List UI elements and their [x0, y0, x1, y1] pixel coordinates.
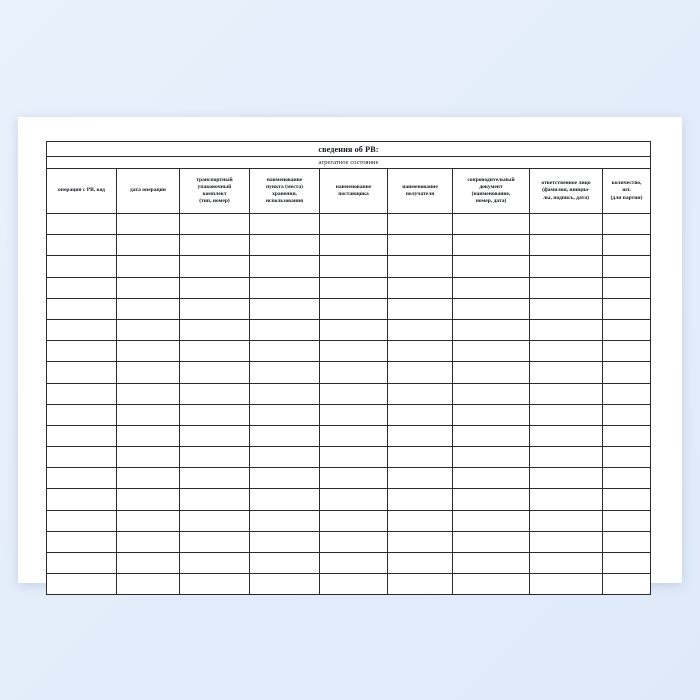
- table-cell[interactable]: [320, 425, 388, 446]
- table-row: [47, 553, 651, 574]
- table-cell[interactable]: [453, 362, 530, 383]
- table-cell[interactable]: [47, 489, 117, 510]
- table-cell[interactable]: [250, 404, 320, 425]
- table-cell[interactable]: [117, 447, 180, 468]
- table-cell[interactable]: [453, 468, 530, 489]
- column-header-line: наименование: [266, 176, 303, 183]
- table-cell[interactable]: [47, 298, 117, 319]
- form-area: [46, 141, 650, 556]
- table-cell[interactable]: [47, 341, 117, 362]
- table-cell[interactable]: [603, 256, 651, 277]
- table-cell[interactable]: [117, 362, 180, 383]
- table-row: [47, 298, 651, 319]
- table-cell[interactable]: [320, 298, 388, 319]
- table-cell[interactable]: [117, 468, 180, 489]
- table-cell[interactable]: [530, 256, 603, 277]
- column-header-line: (наименование,: [471, 191, 511, 197]
- column-header-line: пункта (места): [265, 183, 304, 190]
- table-cell[interactable]: [453, 574, 530, 595]
- table-cell[interactable]: [180, 235, 250, 256]
- table-cell[interactable]: [603, 468, 651, 489]
- table-row: [47, 277, 651, 298]
- table-cell[interactable]: [250, 531, 320, 552]
- table-cell[interactable]: [47, 404, 117, 425]
- table-cell[interactable]: [530, 214, 603, 235]
- paper-sheet: [18, 117, 682, 583]
- column-header-line: шт.: [622, 187, 631, 194]
- table-cell[interactable]: [320, 256, 388, 277]
- table-subtitle-row: [47, 157, 651, 169]
- column-header-8: [530, 169, 603, 214]
- table-cell[interactable]: [530, 468, 603, 489]
- table-cell[interactable]: [117, 298, 180, 319]
- column-header-line: операция с РВ, код: [58, 187, 105, 194]
- table-cell[interactable]: [180, 425, 250, 446]
- table-cell[interactable]: [47, 383, 117, 404]
- column-header-2: [117, 169, 180, 214]
- table-row: [47, 468, 651, 489]
- form-title: сведения об РВ:: [47, 142, 651, 157]
- table-row: [47, 531, 651, 552]
- table-cell[interactable]: [530, 383, 603, 404]
- table-cell[interactable]: [603, 383, 651, 404]
- table-cell[interactable]: [320, 468, 388, 489]
- table-cell[interactable]: [117, 425, 180, 446]
- table-cell[interactable]: [117, 277, 180, 298]
- table-cell[interactable]: [47, 447, 117, 468]
- table-cell[interactable]: [180, 468, 250, 489]
- table-cell[interactable]: [47, 214, 117, 235]
- table-cell[interactable]: [117, 510, 180, 531]
- column-header-line: поставщика: [338, 191, 369, 197]
- table-cell[interactable]: [453, 510, 530, 531]
- table-cell[interactable]: [117, 404, 180, 425]
- table-cell[interactable]: [250, 319, 320, 340]
- table-title-row: [47, 142, 651, 157]
- table-cell[interactable]: [250, 256, 320, 277]
- table-cell[interactable]: [530, 404, 603, 425]
- table-cell[interactable]: [47, 319, 117, 340]
- table-row: [47, 510, 651, 531]
- column-header-1: [47, 169, 117, 214]
- table-cell[interactable]: [388, 298, 453, 319]
- table-cell[interactable]: [117, 383, 180, 404]
- column-header-line: номер, дата): [475, 198, 507, 205]
- table-cell[interactable]: [603, 277, 651, 298]
- column-header-line: дата операции: [130, 187, 166, 194]
- table-cell[interactable]: [47, 553, 117, 574]
- table-cell[interactable]: [603, 404, 651, 425]
- column-header-line: документ: [479, 183, 503, 190]
- table-cell[interactable]: [117, 214, 180, 235]
- table-cell[interactable]: [47, 235, 117, 256]
- table-cell[interactable]: [530, 341, 603, 362]
- column-header-line: сопроводительный: [467, 176, 515, 183]
- table-cell[interactable]: [603, 553, 651, 574]
- table-cell[interactable]: [117, 235, 180, 256]
- table-cell[interactable]: [117, 319, 180, 340]
- table-cell[interactable]: [603, 362, 651, 383]
- table-cell[interactable]: [453, 531, 530, 552]
- table-row: [47, 489, 651, 510]
- table-cell[interactable]: [603, 341, 651, 362]
- table-cell[interactable]: [320, 341, 388, 362]
- table-cell[interactable]: [530, 489, 603, 510]
- table-cell[interactable]: [250, 425, 320, 446]
- table-row: [47, 447, 651, 468]
- table-cell[interactable]: [530, 425, 603, 446]
- table-cell[interactable]: [388, 447, 453, 468]
- table-cell[interactable]: [320, 319, 388, 340]
- table-cell[interactable]: [47, 574, 117, 595]
- column-header-line: (фамилия, инициа-: [542, 187, 590, 194]
- table-row: [47, 425, 651, 446]
- table-row: [47, 362, 651, 383]
- column-header-line: количество,: [611, 180, 642, 187]
- table-cell[interactable]: [320, 553, 388, 574]
- table-cell[interactable]: [603, 425, 651, 446]
- column-header-9: [603, 169, 651, 214]
- table-cell[interactable]: [250, 277, 320, 298]
- table-cell[interactable]: [47, 277, 117, 298]
- table-cell[interactable]: [180, 404, 250, 425]
- table-cell[interactable]: [320, 531, 388, 552]
- column-header-line: ответственное лицо: [541, 180, 591, 187]
- column-header-line: использования: [265, 198, 304, 205]
- table-cell[interactable]: [453, 277, 530, 298]
- column-header-line: (для партии): [610, 194, 643, 201]
- table-cell[interactable]: [250, 553, 320, 574]
- table-cell[interactable]: [117, 489, 180, 510]
- column-header-line: наименование: [402, 183, 438, 190]
- table-cell[interactable]: [320, 362, 388, 383]
- table-cell[interactable]: [388, 277, 453, 298]
- table-cell[interactable]: [117, 574, 180, 595]
- table-cell[interactable]: [388, 510, 453, 531]
- column-header-3: [180, 169, 250, 214]
- table-cell[interactable]: [453, 447, 530, 468]
- table-cell[interactable]: [180, 214, 250, 235]
- table-cell[interactable]: [603, 510, 651, 531]
- table-cell[interactable]: [388, 341, 453, 362]
- column-header-line: лы, подпись, дата): [543, 194, 589, 201]
- table-cell[interactable]: [320, 404, 388, 425]
- table-cell[interactable]: [320, 383, 388, 404]
- table-cell[interactable]: [453, 298, 530, 319]
- table-header-row: [47, 169, 651, 214]
- table-cell[interactable]: [180, 298, 250, 319]
- table-cell[interactable]: [47, 362, 117, 383]
- table-cell[interactable]: [250, 362, 320, 383]
- table-row: [47, 341, 651, 362]
- table-cell[interactable]: [603, 531, 651, 552]
- table-cell[interactable]: [117, 531, 180, 552]
- table-cell[interactable]: [250, 574, 320, 595]
- column-header-5: [320, 169, 388, 214]
- table-cell[interactable]: [453, 214, 530, 235]
- table-cell[interactable]: [530, 531, 603, 552]
- column-header-line: (тип, номер): [199, 198, 230, 205]
- table-cell[interactable]: [320, 277, 388, 298]
- table-cell[interactable]: [250, 468, 320, 489]
- table-cell[interactable]: [180, 256, 250, 277]
- table-row: [47, 404, 651, 425]
- table-cell[interactable]: [320, 510, 388, 531]
- table-cell[interactable]: [47, 531, 117, 552]
- table-cell[interactable]: [117, 256, 180, 277]
- table-cell[interactable]: [388, 574, 453, 595]
- table-cell[interactable]: [47, 425, 117, 446]
- table-cell[interactable]: [530, 510, 603, 531]
- table-cell[interactable]: [453, 425, 530, 446]
- table-cell[interactable]: [453, 256, 530, 277]
- table-cell[interactable]: [530, 235, 603, 256]
- table-cell[interactable]: [530, 277, 603, 298]
- table-cell[interactable]: [388, 404, 453, 425]
- form-subtitle: агрегатное состояние: [47, 157, 651, 169]
- table-row: [47, 214, 651, 235]
- table-cell[interactable]: [180, 553, 250, 574]
- table-cell[interactable]: [320, 447, 388, 468]
- table-cell[interactable]: [180, 531, 250, 552]
- table-cell[interactable]: [530, 319, 603, 340]
- column-header-line: хранения,: [272, 191, 297, 197]
- table-cell[interactable]: [453, 319, 530, 340]
- table-cell[interactable]: [388, 235, 453, 256]
- table-cell[interactable]: [388, 256, 453, 277]
- table-cell[interactable]: [603, 447, 651, 468]
- column-header-line: транспортный: [196, 176, 233, 183]
- table-cell[interactable]: [250, 383, 320, 404]
- table-cell[interactable]: [603, 574, 651, 595]
- table-cell[interactable]: [603, 319, 651, 340]
- table-cell[interactable]: [250, 214, 320, 235]
- table-cell[interactable]: [180, 319, 250, 340]
- table-cell[interactable]: [47, 510, 117, 531]
- table-cell[interactable]: [250, 235, 320, 256]
- table-cell[interactable]: [603, 298, 651, 319]
- table-cell[interactable]: [47, 468, 117, 489]
- table-row: [47, 319, 651, 340]
- table-cell[interactable]: [530, 298, 603, 319]
- table-cell[interactable]: [388, 214, 453, 235]
- table-row: [47, 383, 651, 404]
- table-cell[interactable]: [453, 489, 530, 510]
- table-cell[interactable]: [180, 489, 250, 510]
- column-header-line: комплект: [202, 191, 227, 197]
- column-header-7: [453, 169, 530, 214]
- table-row: [47, 256, 651, 277]
- table-cell[interactable]: [180, 277, 250, 298]
- table-cell[interactable]: [320, 214, 388, 235]
- table-row: [47, 574, 651, 595]
- table-cell[interactable]: [388, 489, 453, 510]
- table-cell[interactable]: [453, 404, 530, 425]
- table-cell[interactable]: [603, 489, 651, 510]
- table-cell[interactable]: [388, 362, 453, 383]
- table-cell[interactable]: [250, 510, 320, 531]
- table-cell[interactable]: [180, 383, 250, 404]
- table-cell[interactable]: [180, 574, 250, 595]
- table-cell[interactable]: [117, 341, 180, 362]
- table-cell[interactable]: [530, 447, 603, 468]
- table-cell[interactable]: [388, 553, 453, 574]
- table-cell[interactable]: [250, 489, 320, 510]
- table-cell[interactable]: [320, 235, 388, 256]
- table-cell[interactable]: [250, 447, 320, 468]
- table-cell[interactable]: [180, 510, 250, 531]
- table-cell[interactable]: [388, 425, 453, 446]
- table-cell[interactable]: [250, 341, 320, 362]
- column-header-line: получателя: [405, 191, 435, 197]
- table-cell[interactable]: [180, 341, 250, 362]
- table-cell[interactable]: [530, 553, 603, 574]
- table-cell[interactable]: [603, 214, 651, 235]
- table-cell[interactable]: [47, 256, 117, 277]
- column-header-line: упаковочный: [197, 183, 232, 190]
- table-cell[interactable]: [530, 574, 603, 595]
- table-cell[interactable]: [388, 531, 453, 552]
- table-cell[interactable]: [250, 298, 320, 319]
- column-header-6: [388, 169, 453, 214]
- table-cell[interactable]: [320, 489, 388, 510]
- table-cell[interactable]: [530, 362, 603, 383]
- table-cell[interactable]: [180, 362, 250, 383]
- table-cell[interactable]: [603, 235, 651, 256]
- table-cell[interactable]: [388, 468, 453, 489]
- table-cell[interactable]: [320, 574, 388, 595]
- table-cell[interactable]: [180, 447, 250, 468]
- radioactive-substance-log-table: [46, 141, 651, 595]
- table-cell[interactable]: [388, 383, 453, 404]
- table-cell[interactable]: [453, 383, 530, 404]
- column-header-4: [250, 169, 320, 214]
- table-cell[interactable]: [453, 553, 530, 574]
- table-row: [47, 235, 651, 256]
- table-cell[interactable]: [453, 235, 530, 256]
- table-cell[interactable]: [117, 553, 180, 574]
- table-cell[interactable]: [388, 319, 453, 340]
- table-cell[interactable]: [453, 341, 530, 362]
- column-header-line: наименование: [335, 183, 372, 190]
